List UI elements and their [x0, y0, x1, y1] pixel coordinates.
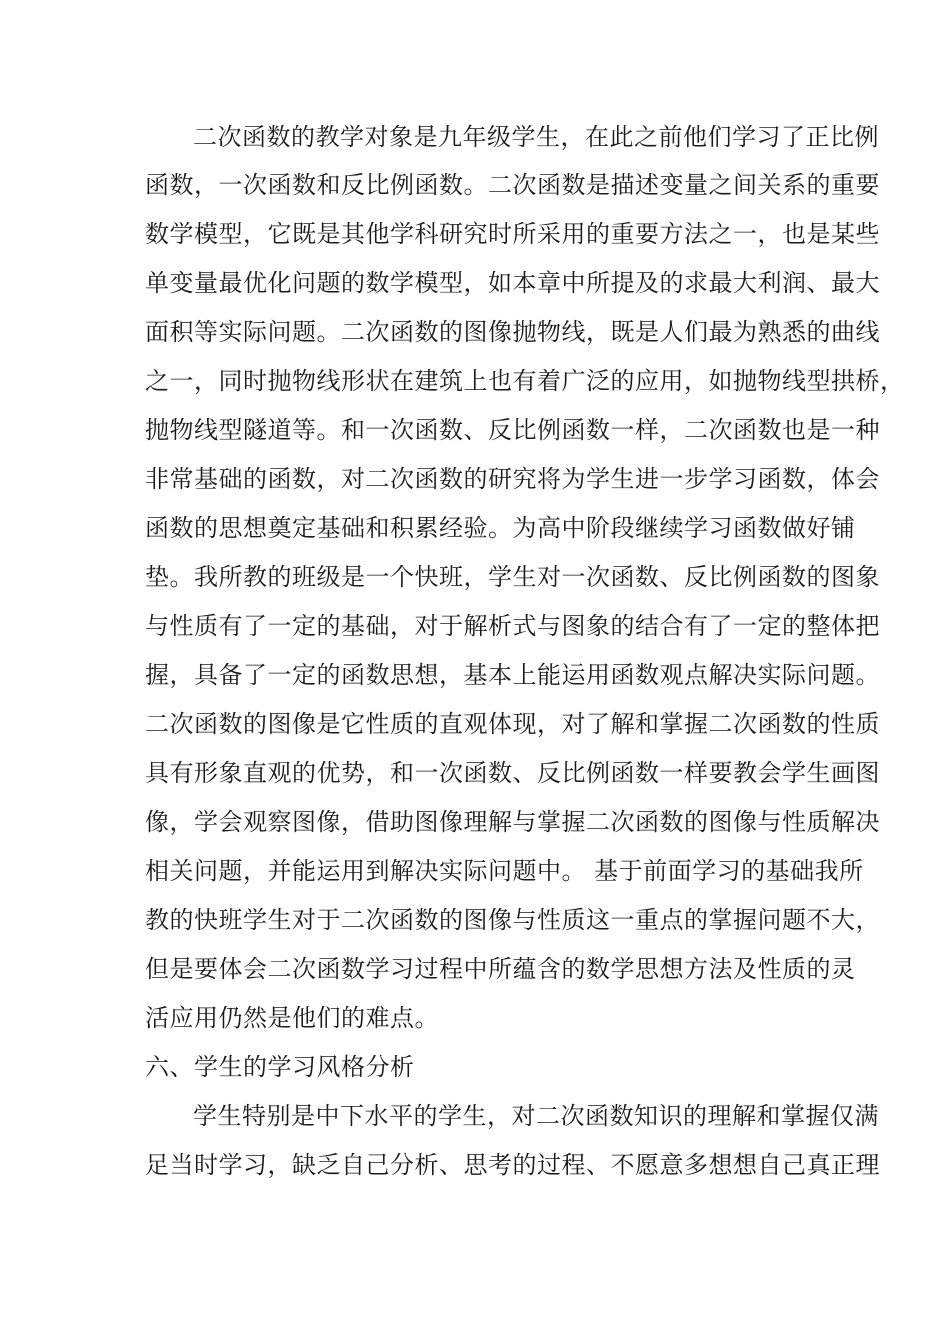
- paragraph-1-line: 函数，一次函数和反比例函数。二次函数是描述变量之间关系的重要: [145, 171, 880, 199]
- paragraph-1-line: 二次函数的图像是它性质的直观体现，对了解和掌握二次函数的性质: [145, 710, 880, 738]
- paragraph-1-line: 单变量最优化问题的数学模型，如本章中所提及的求最大利润、最大: [145, 269, 880, 297]
- paragraph-1-line: 数学模型，它既是其他学科研究时所采用的重要方法之一，也是某些: [145, 220, 880, 248]
- paragraph-1-line: 二次函数的教学对象是九年级学生，在此之前他们学习了正比例: [193, 123, 879, 151]
- paragraph-1-line: 像，学会观察图像，借助图像理解与掌握二次函数的图像与性质解决: [145, 808, 880, 836]
- paragraph-1-line: 教的快班学生对于二次函数的图像与性质这一重点的掌握问题不大，: [145, 906, 880, 934]
- paragraph-1-line: 与性质有了一定的基础，对于解析式与图象的结合有了一定的整体把: [145, 612, 880, 640]
- paragraph-1-line: 活应用仍然是他们的难点。: [145, 1004, 439, 1032]
- paragraph-1-line: 具有形象直观的优势，和一次函数、反比例函数一样要教会学生画图: [145, 759, 880, 787]
- paragraph-1-line: 抛物线型隧道等。和一次函数、反比例函数一样，二次函数也是一种: [145, 416, 880, 444]
- paragraph-1-line: 相关问题，并能运用到解决实际问题中。 基于前面学习的基础我所: [145, 857, 864, 885]
- section-heading: 六、学生的学习风格分析: [145, 1053, 415, 1081]
- paragraph-1-line: 非常基础的函数，对二次函数的研究将为学生进一步学习函数，体会: [145, 465, 880, 493]
- paragraph-1-line: 之一，同时抛物线形状在建筑上也有着广泛的应用，如抛物线型拱桥，: [145, 367, 905, 395]
- paragraph-2-line: 足当时学习，缺乏自己分析、思考的过程、不愿意多想想自己真正理: [145, 1151, 880, 1179]
- paragraph-1-line: 函数的思想奠定基础和积累经验。为高中阶段继续学习函数做好铺: [145, 514, 856, 542]
- paragraph-1-line: 面积等实际问题。二次函数的图像抛物线，既是人们最为熟悉的曲线: [145, 318, 880, 346]
- paragraph-1-line: 握，具备了一定的函数思想，基本上能运用函数观点解决实际问题。: [145, 661, 880, 689]
- paragraph-1-line: 但是要体会二次函数学习过程中所蕴含的数学思想方法及性质的灵: [145, 955, 856, 983]
- paragraph-1-line: 垫。我所教的班级是一个快班，学生对一次函数、反比例函数的图象: [145, 563, 880, 591]
- paragraph-2-line: 学生特别是中下水平的学生，对二次函数知识的理解和掌握仅满: [193, 1102, 879, 1130]
